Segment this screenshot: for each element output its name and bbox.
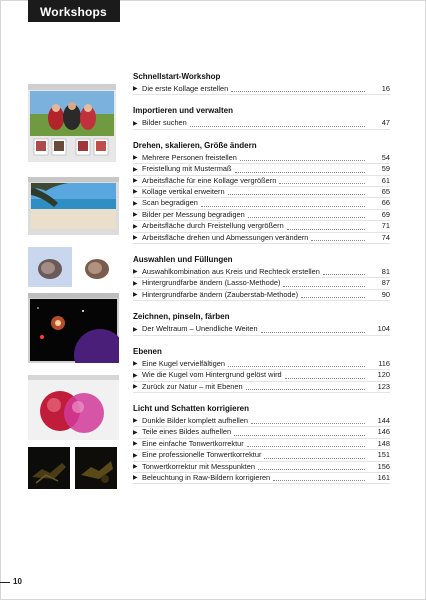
entry-label: Eine Kugel vervielfältigen <box>142 358 225 368</box>
dot-leader <box>228 194 365 195</box>
dot-leader <box>258 469 365 470</box>
triangle-right-icon: ▶ <box>133 86 138 93</box>
triangle-right-icon: ▶ <box>133 475 138 482</box>
page-number: 10 <box>13 577 22 586</box>
entry-label: Beleuchtung in Raw-Bildern korrigieren <box>142 472 271 482</box>
entry-page: 61 <box>381 175 390 185</box>
dot-leader <box>201 206 365 207</box>
triangle-right-icon: ▶ <box>133 418 138 425</box>
toc-section <box>133 255 390 301</box>
toc-entry[interactable] <box>133 153 390 164</box>
entry-page: 148 <box>377 438 390 448</box>
entry-label: Auswahlkombination aus Kreis und Rechteck erstellen <box>142 267 320 277</box>
toc-entry[interactable] <box>133 164 390 175</box>
dot-leader <box>247 446 365 447</box>
toc-section <box>133 347 390 393</box>
entry-page: 74 <box>381 232 390 242</box>
dot-leader <box>287 229 365 230</box>
toc-entry[interactable] <box>133 462 390 473</box>
footer-rule <box>0 582 10 583</box>
triangle-right-icon: ▶ <box>133 189 138 196</box>
toc-section <box>133 312 390 335</box>
dot-leader <box>231 91 365 92</box>
toc-entry[interactable] <box>133 359 390 370</box>
entry-label: Bilder suchen <box>142 118 187 128</box>
thumbnail-beach <box>28 177 119 235</box>
thumbnail-dark-right <box>75 447 117 489</box>
toc-section <box>133 72 390 95</box>
entry-label: Zurück zur Natur – mit Ebenen <box>142 381 243 391</box>
toc-section <box>133 404 390 484</box>
triangle-right-icon: ▶ <box>133 223 138 230</box>
dot-leader <box>279 183 365 184</box>
dot-leader <box>273 480 365 481</box>
entry-page: 146 <box>377 427 390 437</box>
triangle-right-icon: ▶ <box>133 212 138 219</box>
toc-entry[interactable] <box>133 370 390 381</box>
entry-label: Scan begradigen <box>142 198 198 208</box>
entry-label: Arbeitsfläche für eine Kollage vergrößern <box>142 175 277 185</box>
section-title: Licht und Schatten korrigieren <box>133 403 250 413</box>
entry-page: 71 <box>381 221 390 231</box>
entry-label: Tonwertkorrektur mit Messpunkten <box>142 461 255 471</box>
toc-entry[interactable] <box>133 198 390 209</box>
triangle-right-icon: ▶ <box>133 155 138 162</box>
section-title: Importieren und verwalten <box>133 106 234 116</box>
toc-entry[interactable] <box>133 382 390 393</box>
entry-page: 151 <box>377 450 390 460</box>
entry-page: 69 <box>381 209 390 219</box>
toc-section <box>133 141 390 244</box>
triangle-right-icon: ▶ <box>133 429 138 436</box>
dot-leader <box>285 378 365 379</box>
entry-label: Teile eines Bildes aufhellen <box>142 427 232 437</box>
entry-page: 90 <box>381 289 390 299</box>
entry-page: 123 <box>377 381 390 391</box>
dot-leader <box>311 240 365 241</box>
entry-label: Die erste Kollage erstellen <box>142 84 229 93</box>
entry-label: Dunkle Bilder komplett aufhellen <box>142 415 248 425</box>
triangle-right-icon: ▶ <box>133 269 138 276</box>
triangle-right-icon: ▶ <box>133 361 138 368</box>
thumbnail-collage <box>28 84 116 162</box>
triangle-right-icon: ▶ <box>133 326 138 333</box>
dot-leader <box>246 389 365 390</box>
entry-label: Hintergrundfarbe ändern (Lasso-Methode) <box>142 278 281 288</box>
section-title: Ebenen <box>133 346 162 356</box>
triangle-right-icon: ▶ <box>133 463 138 470</box>
triangle-right-icon: ▶ <box>133 166 138 173</box>
thumbnail-shells <box>28 247 119 287</box>
table-of-contents <box>133 72 390 495</box>
toc-entry[interactable] <box>133 416 390 427</box>
triangle-right-icon: ▶ <box>133 235 138 242</box>
entry-label: Wie die Kugel vom Hintergrund gelöst wird <box>142 370 282 380</box>
triangle-right-icon: ▶ <box>133 178 138 185</box>
toc-entry[interactable] <box>133 210 390 221</box>
entry-label: Mehrere Personen freistellen <box>142 152 237 162</box>
dot-leader <box>264 458 365 459</box>
thumbnail-dark-left <box>28 447 70 489</box>
toc-section <box>133 106 390 129</box>
dot-leader <box>251 423 365 424</box>
entry-page: 87 <box>381 278 390 288</box>
dot-leader <box>240 160 365 161</box>
dot-leader <box>235 172 365 173</box>
entry-label: Arbeitsfläche durch Freistellung vergrößern <box>142 221 284 231</box>
entry-label: Eine einfache Tonwertkorrektur <box>142 438 244 448</box>
section-header: Workshops <box>28 0 120 22</box>
toc-entry[interactable] <box>133 176 390 187</box>
dot-leader <box>261 332 365 333</box>
triangle-right-icon: ▶ <box>133 441 138 448</box>
thumbnail-space <box>28 293 119 363</box>
triangle-right-icon: ▶ <box>133 292 138 299</box>
toc-entry[interactable] <box>133 118 390 129</box>
entry-page: 54 <box>381 152 390 162</box>
entry-page: 47 <box>381 118 390 128</box>
section-title: Zeichnen, pinseln, färben <box>133 312 230 322</box>
entry-page: 66 <box>381 198 390 208</box>
triangle-right-icon: ▶ <box>133 452 138 459</box>
section-title: Drehen, skalieren, Größe ändern <box>133 140 257 150</box>
toc-entry[interactable] <box>133 221 390 232</box>
toc-entry[interactable] <box>133 278 390 289</box>
entry-page: 59 <box>381 164 390 174</box>
entry-page: 161 <box>377 472 390 482</box>
toc-entry[interactable] <box>133 324 390 335</box>
dot-leader <box>301 297 365 298</box>
toc-entry[interactable] <box>133 450 390 461</box>
toc-entry[interactable] <box>133 473 390 484</box>
toc-entry[interactable] <box>133 290 390 301</box>
entry-label: Hintergrundfarbe ändern (Zauberstab-Methode) <box>142 289 299 299</box>
entry-page: 144 <box>377 415 390 425</box>
entry-page: 156 <box>377 461 390 471</box>
dot-leader <box>283 286 365 287</box>
toc-entry[interactable] <box>133 267 390 278</box>
toc-entry[interactable] <box>133 84 390 95</box>
entry-label: Kollage vertikal erweitern <box>142 187 225 197</box>
entry-label: Freistellung mit Mustermaß <box>142 164 232 174</box>
entry-label: Der Weltraum – Unendliche Weiten <box>142 324 258 334</box>
dot-leader <box>248 217 365 218</box>
entry-page: 16 <box>381 84 390 93</box>
entry-page: 116 <box>378 358 390 368</box>
toc-entry[interactable] <box>133 187 390 198</box>
toc-entry[interactable] <box>133 439 390 450</box>
entry-page: 81 <box>381 267 390 277</box>
dot-leader <box>234 435 365 436</box>
triangle-right-icon: ▶ <box>133 280 138 287</box>
triangle-right-icon: ▶ <box>133 120 138 127</box>
entry-label: Eine professionelle Tonwertkorrektur <box>142 450 262 460</box>
section-title: Auswahlen und Füllungen <box>133 255 233 265</box>
toc-entry[interactable] <box>133 427 390 438</box>
entry-page: 65 <box>381 187 390 197</box>
thumbnail-spheres <box>28 375 119 440</box>
entry-page: 120 <box>377 370 390 380</box>
dot-leader <box>323 274 365 275</box>
dot-leader <box>190 126 365 127</box>
triangle-right-icon: ▶ <box>133 372 138 379</box>
triangle-right-icon: ▶ <box>133 383 138 390</box>
section-title: Schnellstart-Workshop <box>133 72 221 81</box>
entry-label: Bilder per Messung begradigen <box>142 209 245 219</box>
triangle-right-icon: ▶ <box>133 200 138 207</box>
dot-leader <box>228 366 365 367</box>
toc-entry[interactable] <box>133 233 390 244</box>
entry-label: Arbeitsfläche drehen und Abmessungen verändern <box>142 232 309 242</box>
entry-page: 104 <box>377 324 390 334</box>
